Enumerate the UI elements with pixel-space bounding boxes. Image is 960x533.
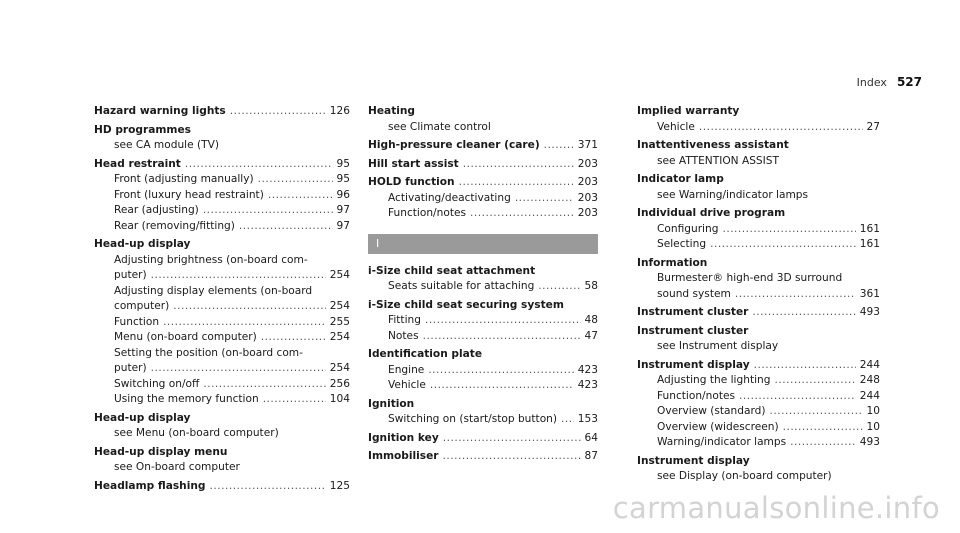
index-subentry <box>94 219 350 235</box>
index-term: Instrument display <box>637 454 750 467</box>
subentry-text: puter) <box>114 362 147 374</box>
index-term: Immobiliser <box>368 450 439 462</box>
index-subentry-text: see CA module (TV) <box>114 139 219 151</box>
page-ref: 87 <box>584 450 598 462</box>
index-term-row <box>368 431 598 447</box>
page-ref: 95 <box>336 157 350 170</box>
index-term-row <box>368 264 598 280</box>
leader-dots <box>209 479 325 495</box>
index-entry <box>368 397 598 428</box>
index-term: Instrument cluster <box>637 306 749 318</box>
index-term: Ignition key <box>368 431 439 444</box>
index-subentry <box>637 373 880 389</box>
index-entry <box>94 445 350 476</box>
index-entry <box>368 157 598 173</box>
index-entry <box>368 431 598 447</box>
subentry-text: Function/notes <box>388 207 467 219</box>
subentry-text: Overview (widescreen) <box>657 420 779 433</box>
index-term-row <box>94 479 350 495</box>
index-column-2 <box>368 104 598 468</box>
subentry-text: Activating/deactivating <box>388 191 511 204</box>
page-ref: 256 <box>329 377 350 390</box>
leader-dots <box>430 378 574 394</box>
page-ref: 27 <box>866 120 880 133</box>
page-ref: 423 <box>577 363 598 376</box>
index-term: Identification plate <box>368 348 483 360</box>
index-column-3 <box>637 104 880 488</box>
index-term: Inattentiveness assistant <box>637 139 789 151</box>
index-term: i-Size child seat securing system <box>368 298 564 311</box>
page-ref: 10 <box>866 405 880 417</box>
leader-dots <box>268 188 333 204</box>
index-term-row <box>94 123 350 139</box>
index-entry <box>637 172 880 203</box>
subentry-text: Notes <box>388 329 419 342</box>
index-term: Implied warranty <box>637 105 740 117</box>
index-term: High-pressure cleaner (care) <box>368 139 540 151</box>
page-ref: 64 <box>584 431 598 444</box>
index-subentry <box>94 268 350 284</box>
index-term-row <box>94 237 350 253</box>
index-term: Hill start assist <box>368 157 459 170</box>
index-term-row <box>637 138 880 154</box>
index-entry <box>637 256 880 303</box>
index-subentry <box>94 330 350 346</box>
index-term-row <box>368 175 598 191</box>
subentry-text: Switching on/off <box>114 377 200 390</box>
index-term: HD programmes <box>94 123 191 136</box>
page-ref: 254 <box>329 269 350 281</box>
leader-dots <box>515 191 574 207</box>
page-ref: 10 <box>866 420 880 433</box>
leader-dots <box>203 377 325 393</box>
page-ref: 96 <box>336 188 350 201</box>
leader-dots <box>443 431 581 447</box>
page-ref: 371 <box>577 139 598 151</box>
page-ref: 255 <box>329 315 350 328</box>
page-ref: 493 <box>859 436 880 448</box>
index-entry <box>94 479 350 495</box>
leader-dots <box>739 389 856 405</box>
index-entry <box>94 123 350 154</box>
page-ref: 244 <box>859 389 880 402</box>
index-subentry <box>637 120 880 136</box>
leader-dots <box>203 203 333 219</box>
leader-dots <box>151 268 326 284</box>
section-letter-bar: I <box>368 234 598 254</box>
subentry-text: Front (adjusting manually) <box>114 173 254 185</box>
index-subentry <box>368 206 598 222</box>
page-ref: 493 <box>859 306 880 318</box>
index-subentry <box>368 313 598 329</box>
index-subentry-text: Setting the position (on-board com- <box>114 346 303 359</box>
leader-dots <box>699 120 863 136</box>
index-entry <box>368 298 598 345</box>
index-term-row <box>368 397 598 413</box>
index-entry <box>368 104 598 135</box>
index-subentry <box>637 389 880 405</box>
index-subentry <box>94 203 350 219</box>
index-term: Heating <box>368 105 416 117</box>
index-term: Ignition <box>368 397 415 410</box>
index-subentry-text: see Warning/indicator lamps <box>657 188 809 201</box>
leader-dots <box>774 373 855 389</box>
subentry-text: Rear (adjusting) <box>114 204 199 216</box>
subentry-text: Fitting <box>388 314 421 326</box>
index-term: Hazard warning lights <box>94 105 226 117</box>
index-subentry-text: see Menu (on-board computer) <box>114 427 279 439</box>
subentry-text: Seats suitable for attaching <box>388 280 535 292</box>
page-ref: 248 <box>859 374 880 386</box>
leader-dots <box>173 299 326 315</box>
index-term-row <box>637 172 880 188</box>
subentry-text: Selecting <box>657 238 707 250</box>
index-subentry <box>637 435 880 451</box>
index-term: HOLD function <box>368 176 455 188</box>
index-term-row <box>637 358 880 374</box>
index-subentry <box>637 404 880 420</box>
index-term: Head-up display <box>94 411 191 424</box>
index-term: Head-up display <box>94 238 191 250</box>
page-ref: 104 <box>329 393 350 405</box>
leader-dots <box>561 412 574 428</box>
subentry-text: Configuring <box>657 222 719 235</box>
index-term-row <box>368 449 598 465</box>
leader-dots <box>783 420 863 436</box>
leader-dots <box>722 222 855 238</box>
page-ref: 97 <box>336 204 350 216</box>
index-term-row <box>637 324 880 340</box>
index-subentry <box>637 420 880 436</box>
index-subentry <box>637 222 880 238</box>
index-term: Head-up display menu <box>94 445 228 458</box>
index-column-1 <box>94 104 350 497</box>
watermark: carmanualsonline.info <box>612 491 940 525</box>
index-subentry <box>637 237 880 253</box>
page-ref: 244 <box>859 358 880 371</box>
index-term-row <box>368 347 598 363</box>
subentry-text: Warning/indicator lamps <box>657 436 787 448</box>
subentry-text: Switching on (start/stop button) <box>388 413 558 425</box>
index-term-row <box>637 206 880 222</box>
index-term: Indicator lamp <box>637 173 724 185</box>
index-entry <box>368 138 598 154</box>
index-subentry <box>94 377 350 393</box>
index-term: Head restraint <box>94 157 181 170</box>
page-ref: 423 <box>577 379 598 391</box>
index-subentry <box>368 329 598 345</box>
index-subentry <box>368 363 598 379</box>
index-term-row <box>637 104 880 120</box>
index-entry <box>637 454 880 485</box>
index-term: i-Size child seat attachment <box>368 264 536 277</box>
index-term-row <box>637 305 880 321</box>
subentry-text: Engine <box>388 363 425 376</box>
page-ref: 254 <box>329 300 350 312</box>
section-title: Index <box>856 76 887 89</box>
index-term-row <box>94 411 350 427</box>
page-number: 527 <box>896 75 922 89</box>
subentry-text: Adjusting the lighting <box>657 374 771 386</box>
subentry-text: Vehicle <box>657 120 695 133</box>
leader-dots <box>443 449 581 465</box>
index-term-row <box>368 104 598 120</box>
index-entry <box>637 104 880 135</box>
index-term-row <box>94 157 350 173</box>
leader-dots <box>754 358 856 374</box>
index-entry <box>637 305 880 321</box>
subentry-text: Function/notes <box>657 389 736 402</box>
index-entry <box>368 264 598 295</box>
index-subentry-text: see Instrument display <box>657 340 779 352</box>
page-ref: 161 <box>859 238 880 250</box>
page-ref: 153 <box>577 413 598 425</box>
index-subentry <box>368 412 598 428</box>
subentry-text: Overview (standard) <box>657 405 766 417</box>
leader-dots <box>230 104 326 120</box>
leader-dots <box>428 363 573 379</box>
index-entry <box>368 449 598 465</box>
page-ref: 203 <box>577 157 598 170</box>
subentry-text: Rear (removing/fitting) <box>114 219 235 232</box>
leader-dots <box>790 435 856 451</box>
leader-dots <box>463 157 574 173</box>
index-subentry-text: see ATTENTION ASSIST <box>657 154 779 167</box>
leader-dots <box>459 175 574 191</box>
page-ref: 254 <box>329 331 350 343</box>
index-subentry <box>637 287 880 303</box>
index-entry <box>94 411 350 442</box>
index-term: Information <box>637 256 708 269</box>
page-ref: 203 <box>577 176 598 188</box>
index-term-row <box>368 298 598 314</box>
index-term-row <box>637 256 880 272</box>
page-ref: 126 <box>329 105 350 117</box>
leader-dots <box>425 313 581 329</box>
leader-dots <box>163 315 326 331</box>
leader-dots <box>538 279 580 295</box>
index-entry <box>94 237 350 408</box>
subentry-text: Menu (on-board computer) <box>114 331 257 343</box>
subentry-text: sound system <box>657 287 731 300</box>
index-subentry-text: Adjusting display elements (on-board <box>114 284 313 297</box>
index-term-row <box>637 454 880 470</box>
index-subentry <box>94 188 350 204</box>
index-term: Instrument cluster <box>637 324 749 337</box>
leader-dots <box>423 329 581 345</box>
index-entry <box>637 358 880 451</box>
page-ref: 361 <box>859 287 880 300</box>
page-header <box>857 75 922 89</box>
index-subentry <box>94 392 350 408</box>
index-term: Headlamp flashing <box>94 479 206 492</box>
leader-dots <box>770 404 863 420</box>
index-term: Individual drive program <box>637 207 786 219</box>
leader-dots <box>710 237 856 253</box>
index-subentry-text: see On-board computer <box>114 461 240 473</box>
page-ref: 125 <box>329 479 350 492</box>
page-ref: 203 <box>577 207 598 219</box>
index-subentry <box>368 191 598 207</box>
index-subentry-text: Burmester® high-end 3D surround <box>657 272 843 284</box>
leader-dots <box>258 172 333 188</box>
subentry-text: Front (luxury head restraint) <box>114 188 264 201</box>
index-term-row <box>368 157 598 173</box>
page-ref: 203 <box>577 191 598 204</box>
index-entry <box>368 175 598 222</box>
index-subentry-text: Adjusting brightness (on-board com- <box>114 253 308 266</box>
index-subentry <box>94 361 350 377</box>
index-subentry <box>94 315 350 331</box>
index-entry <box>637 138 880 169</box>
index-subentry <box>94 299 350 315</box>
page-ref: 161 <box>859 222 880 235</box>
subentry-text: Vehicle <box>388 379 426 391</box>
leader-dots <box>752 305 855 321</box>
index-term: Instrument display <box>637 358 750 371</box>
index-entry <box>368 347 598 394</box>
subentry-text: Function <box>114 315 160 328</box>
leader-dots <box>470 206 574 222</box>
index-entry <box>94 157 350 235</box>
page-ref: 254 <box>329 362 350 374</box>
page-ref: 95 <box>336 173 350 185</box>
index-subentry <box>94 172 350 188</box>
page-ref: 58 <box>584 280 598 292</box>
leader-dots <box>263 392 326 408</box>
leader-dots <box>151 361 326 377</box>
index-term-row <box>94 104 350 120</box>
index-entry <box>637 206 880 253</box>
index-entry <box>94 104 350 120</box>
leader-dots <box>544 138 574 154</box>
index-term-row <box>94 445 350 461</box>
page-ref: 47 <box>584 329 598 342</box>
leader-dots <box>185 157 333 173</box>
index-subentry-text: see Display (on-board computer) <box>657 470 832 482</box>
page-ref: 48 <box>584 314 598 326</box>
index-subentry <box>368 279 598 295</box>
leader-dots <box>735 287 856 303</box>
subentry-text: puter) <box>114 269 147 281</box>
subentry-text: Using the memory function <box>114 393 259 405</box>
page-ref: 97 <box>336 219 350 232</box>
leader-dots <box>239 219 333 235</box>
index-term-row <box>368 138 598 154</box>
index-entry <box>637 324 880 355</box>
leader-dots <box>261 330 326 346</box>
index-subentry-text: see Climate control <box>388 120 491 133</box>
subentry-text: computer) <box>114 300 170 312</box>
index-subentry <box>368 378 598 394</box>
